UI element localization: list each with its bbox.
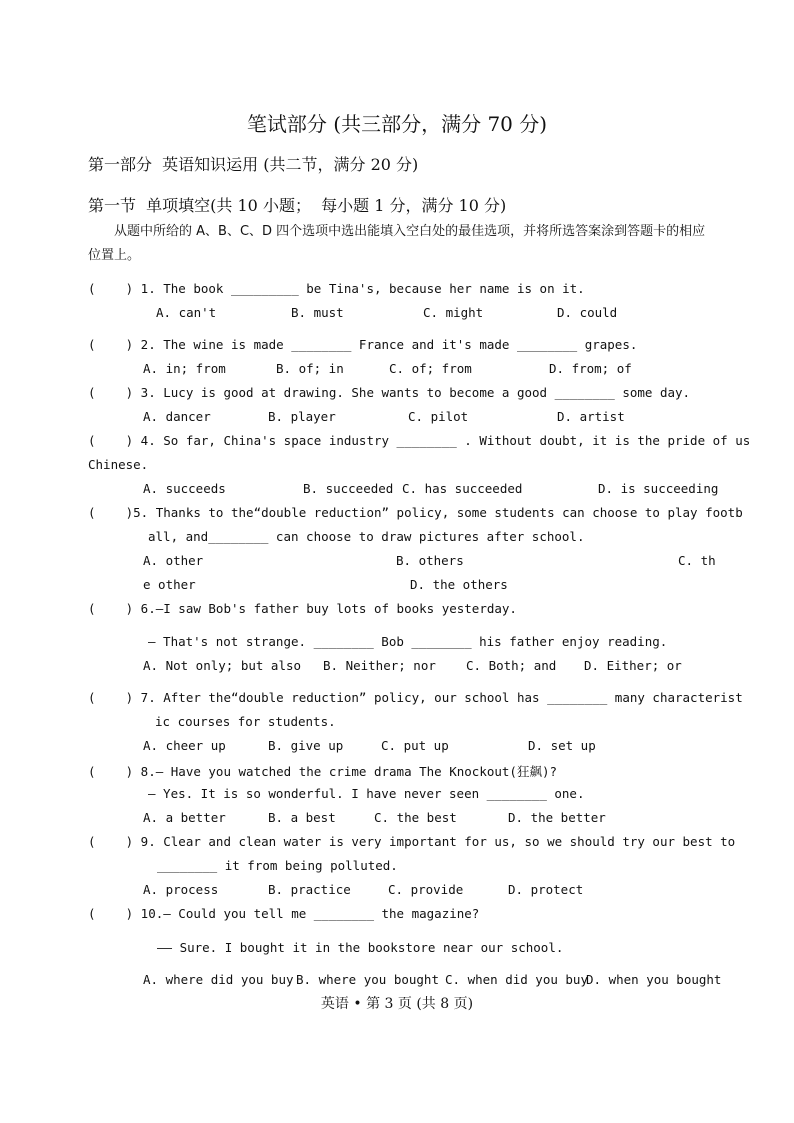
question-8-option-a: A. a better [143,810,226,825]
question-6-stem-continued: — That's not strange. ________ Bob ________ his father enjoy reading. [148,634,668,649]
question-7-stem: ( ) 7. After the“double reduction” policy, our school has ________ many characterist [88,690,743,705]
question-8-stem: ( ) 8.— Have you watched the crime drama The Knockout(狂飙)? [88,764,558,779]
question-4-option-b: B. succeeded [303,481,394,496]
question-8-stem-continued: — Yes. It is so wonderful. I have never seen ________ one. [148,786,585,801]
question-9-stem-continued: ________ it from being polluted. [157,858,398,873]
question-5-option-c: C. th [678,553,716,568]
question-1-option-d: D. could [557,305,618,320]
question-3-option-c: C. pilot [408,409,469,424]
instructions: 从题中所给的 A、B、C、D 四个选项中选出能填入空白处的最佳选项，并将所选答案涂到答题卡的相应位置上。 [88,224,706,263]
question-5-option-d: D. the others [410,577,508,592]
question-2-stem: ( ) 2. The wine is made ________ France and it's made ________ grapes. [88,337,638,352]
question-4-option-c: C. has succeeded [402,481,523,496]
question-9-option-d: D. protect [508,882,584,897]
question-3-option-b: B. player [268,409,336,424]
question-2-option-a: A. in; from [143,361,226,376]
question-9-option-c: C. provide [388,882,464,897]
question-4-stem: ( ) 4. So far, China's space industry ________ . Without doubt, it is the pride of us [88,433,751,448]
question-3-stem: ( ) 3. Lucy is good at drawing. She wants to become a good ________ some day. [88,385,691,400]
question-5-stem: ( )5. Thanks to the“double reduction” policy, some students can choose to play footb [88,505,743,520]
question-6-option-c: C. Both; and [466,658,557,673]
question-3-option-d: D. artist [557,409,625,424]
question-5-option-a: A. other [143,553,204,568]
question-4-stem-continued: Chinese. [88,457,149,472]
question-8-option-b: B. a best [268,810,336,825]
question-9-option-a: A. process [143,882,219,897]
question-5-stem-continued: all, and________ can choose to draw pictures after school. [148,529,585,544]
question-7-option-b: B. give up [268,738,344,753]
question-3-option-a: A. dancer [143,409,211,424]
question-6-option-b: B. Neither; nor [323,658,436,673]
question-10-stem-continued: —— Sure. I bought it in the bookstore near our school. [157,940,564,955]
question-8-option-d: D. the better [508,810,606,825]
question-1-option-b: B. must [291,305,344,320]
question-7-option-d: D. set up [528,738,596,753]
page-title: 笔试部分 (共三部分，满分 70 分) [246,112,548,136]
question-7-stem-continued: ic courses for students. [155,714,336,729]
question-10-stem: ( ) 10.— Could you tell me ________ the magazine? [88,906,480,921]
question-4-option-d: D. is succeeding [598,481,719,496]
question-10-option-d: D. when you bought [586,972,722,987]
question-8-option-c: C. the best [374,810,457,825]
question-1-option-a: A. can't [156,305,217,320]
page-footer: 英语 • 第 3 页 (共 8 页) [320,996,474,1012]
question-9-option-b: B. practice [268,882,351,897]
question-10-option-b: B. where you bought [296,972,439,987]
question-2-option-c: C. of; from [389,361,472,376]
question-6-option-d: D. Either; or [584,658,682,673]
part1-heading: 第一部分 英语知识运用 (共二节，满分 20 分) [88,155,419,174]
question-2-option-d: D. from; of [549,361,632,376]
question-4-option-a: A. succeeds [143,481,226,496]
question-5-option-c-continued: e other [143,577,196,592]
question-5-option-b: B. others [396,553,464,568]
question-6-stem: ( ) 6.—I saw Bob's father buy lots of books yesterday. [88,601,517,616]
question-10-option-c: C. when did you buy [445,972,588,987]
question-10-option-a: A. where did you buy [143,972,294,987]
question-6-option-a: A. Not only; but also [143,658,302,673]
question-9-stem: ( ) 9. Clear and clean water is very important for us, so we should try our best to [88,834,736,849]
question-7-option-c: C. put up [381,738,449,753]
question-1-option-c: C. might [423,305,484,320]
question-1-stem: ( ) 1. The book _________ be Tina's, because her name is on it. [88,281,585,296]
section1-heading: 第一节 单项填空(共 10 小题； 每小题 1 分，满分 10 分) [88,196,507,215]
question-2-option-b: B. of; in [276,361,344,376]
question-7-option-a: A. cheer up [143,738,226,753]
